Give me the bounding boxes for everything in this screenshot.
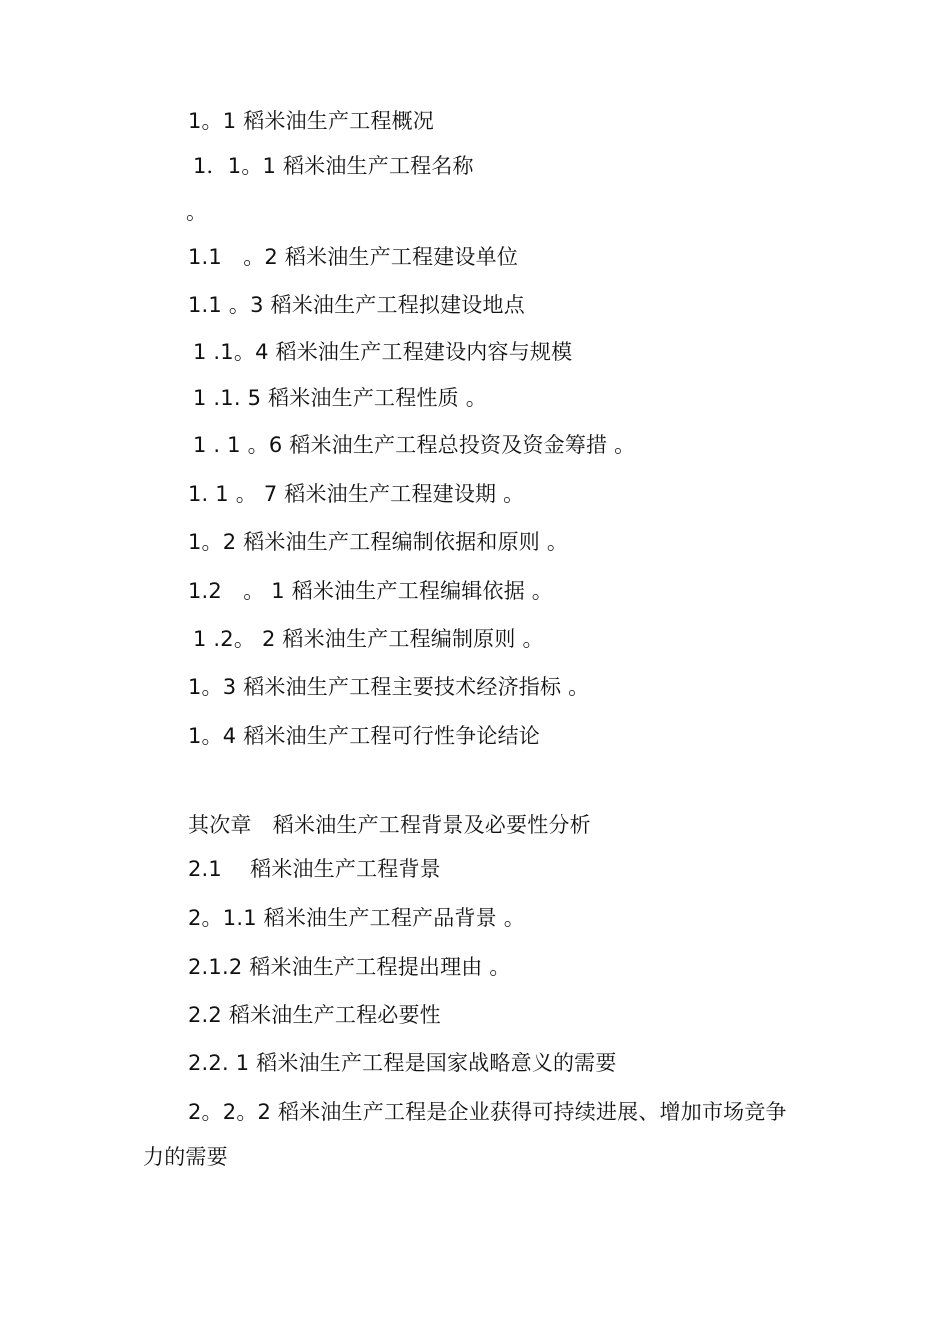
toc-line: 1。4 稻米油生产工程可行性争论结论 bbox=[188, 724, 540, 748]
toc-line: 1。1 稻米油生产工程概况 bbox=[188, 109, 434, 133]
toc-line: 2.1 稻米油生产工程背景 bbox=[188, 857, 441, 881]
toc-line: 1 .1。4 稻米油生产工程建设内容与规模 bbox=[193, 340, 573, 364]
toc-line: 1．1。1 稻米油生产工程名称 bbox=[193, 154, 474, 178]
toc-line: 1。2 稻米油生产工程编制依据和原则 。 bbox=[188, 530, 569, 554]
toc-line: 1。3 稻米油生产工程主要技术经济指标 。 bbox=[188, 675, 590, 699]
toc-line: 1.2 。 1 稻米油生产工程编辑依据 。 bbox=[188, 579, 553, 603]
toc-line: 1.1 。2 稻米油生产工程建设单位 bbox=[188, 245, 519, 269]
toc-line: 1 .2。 2 稻米油生产工程编制原则 。 bbox=[193, 627, 544, 651]
toc-line: 2.2 稻米油生产工程必要性 bbox=[188, 1003, 441, 1027]
toc-line: 1 .1. 5 稻米油生产工程性质 。 bbox=[193, 386, 487, 410]
toc-line: 2。2。2 稻米油生产工程是企业获得可持续进展、增加市场竞争 bbox=[188, 1100, 787, 1124]
toc-line: 1.1 。3 稻米油生产工程拟建设地点 bbox=[188, 293, 525, 317]
toc-line: 2.2. 1 稻米油生产工程是国家战略意义的需要 bbox=[188, 1051, 617, 1075]
toc-line: 2。1.1 稻米油生产工程产品背景 。 bbox=[188, 906, 525, 930]
chapter-heading: 其次章 稻米油生产工程背景及必要性分析 bbox=[188, 813, 591, 837]
toc-line-continuation: 力的需要 bbox=[143, 1145, 228, 1169]
toc-line: 1 . 1 。6 稻米油生产工程总投资及资金筹措 。 bbox=[193, 433, 636, 457]
toc-line: 1. 1 。 7 稻米油生产工程建设期 。 bbox=[188, 482, 525, 506]
toc-line: 2.1.2 稻米油生产工程提出理由 。 bbox=[188, 955, 511, 979]
toc-line: 。 bbox=[186, 200, 208, 224]
